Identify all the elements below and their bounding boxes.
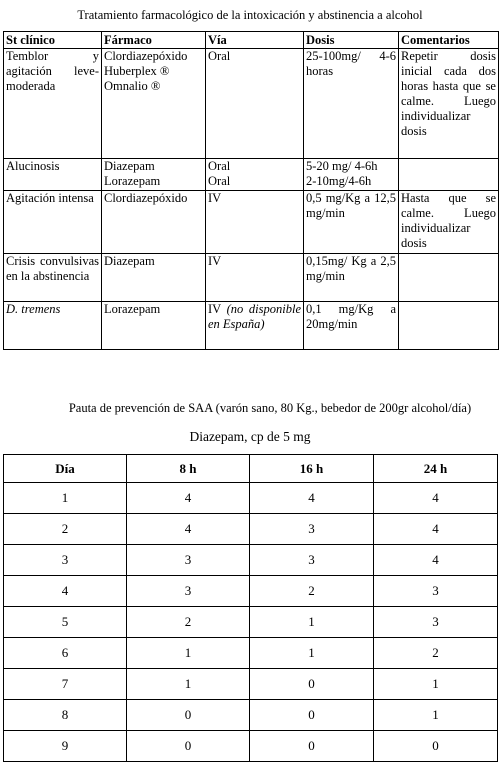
clinical-cell: Agitación intensa [4,191,102,254]
dose-24h-cell: 1 [374,669,498,700]
col-header-clinical: St clínico [4,32,102,49]
dose-8h-cell: 1 [127,669,250,700]
clinical-cell: Temblor y agitación leve-moderada [4,49,102,159]
route-note: (no disponible en España) [208,302,301,331]
day-cell: 2 [4,514,127,545]
route-cell [206,159,304,191]
comment-cell [399,159,499,191]
table-row [4,159,499,191]
dose-16h-cell: 3 [250,545,374,576]
dose-24h-cell: 1 [374,700,498,731]
table-row [4,669,498,700]
table-row [4,191,499,254]
treatment-table-header-row [4,32,499,49]
dose-24h-cell: 2 [374,638,498,669]
dose-8h-cell: 3 [127,545,250,576]
table-row [4,576,498,607]
table-row [4,607,498,638]
table-row [4,483,498,514]
table2-caption: Pauta de prevención de SAA (varón sano, 80 Kg., bebedor de 200gr alcohol/día) [68,401,472,415]
col-header-24h: 24 h [374,455,498,483]
clinical-cell: Alucinosis [4,159,102,191]
table-row [4,700,498,731]
route-cell [206,254,304,302]
dose-cell: 0,15mg/ Kg a 2,5 mg/min [304,254,399,302]
col-header-16h: 16 h [250,455,374,483]
table-row [4,49,499,159]
day-cell: 5 [4,607,127,638]
dose-8h-cell: 2 [127,607,250,638]
day-cell: 9 [4,731,127,762]
route-line: IV [208,254,222,268]
dose-8h-cell: 4 [127,514,250,545]
drug-line: Diazepam [104,159,155,173]
dose-8h-cell: 0 [127,700,250,731]
dose-cell: 25-100mg/ 4-6 horas [304,49,399,159]
prevention-schedule-table [3,454,498,762]
dose-line: 5-20 mg/ 4-6h [306,159,378,173]
route-line: Oral [208,174,231,188]
comment-cell [399,254,499,302]
day-cell: 8 [4,700,127,731]
dose-line: 2-10mg/4-6h [306,174,372,188]
dose-8h-cell: 4 [127,483,250,514]
dose-24h-cell: 3 [374,576,498,607]
table1-caption: Tratamiento farmacológico de la intoxicación y abstinencia a alcohol [77,8,423,22]
col-header-day: Día [4,455,127,483]
day-cell: 1 [4,483,127,514]
table-row [4,545,498,576]
col-header-dose: Dosis [304,32,399,49]
drug-line: Omnalio ® [104,79,161,93]
col-header-drug: Fármaco [102,32,206,49]
dose-24h-cell: 4 [374,483,498,514]
comment-cell [399,302,499,350]
col-header-8h: 8 h [127,455,250,483]
table-row [4,731,498,762]
drug-line: Diazepam [104,254,155,268]
dose-24h-cell: 3 [374,607,498,638]
clinical-cell [4,302,102,350]
drug-cell [102,191,206,254]
schedule-header-row [4,455,498,483]
dose-16h-cell: 0 [250,669,374,700]
route-text: IV [208,302,221,316]
table-row [4,254,499,302]
drug-line: Clordiazepóxido [104,191,188,205]
dose-cell: 0,5 mg/Kg a 12,5 mg/min [304,191,399,254]
col-header-comments: Comentarios [399,32,499,49]
dose-16h-cell: 0 [250,700,374,731]
dose-16h-cell: 1 [250,638,374,669]
route-line: Oral [208,159,231,173]
day-cell: 4 [4,576,127,607]
comment-cell: Hasta que se calme. Luego individualizar dosis [399,191,499,254]
dose-24h-cell: 0 [374,731,498,762]
route-cell [206,191,304,254]
route-line: Oral [208,49,231,63]
drug-cell [102,254,206,302]
table-row [4,514,498,545]
clinical-cell: Crisis convulsivas en la abstinencia [4,254,102,302]
dose-16h-cell: 4 [250,483,374,514]
col-header-route: Vía [206,32,304,49]
route-line: IV [208,191,222,205]
dose-16h-cell: 2 [250,576,374,607]
dose-16h-cell: 1 [250,607,374,638]
day-cell: 7 [4,669,127,700]
drug-cell [102,302,206,350]
dose-24h-cell: 4 [374,545,498,576]
day-cell: 3 [4,545,127,576]
drug-line: Lorazepam [104,174,161,188]
dose-16h-cell: 0 [250,731,374,762]
drug-line: Huberplex ® [104,64,170,78]
clinical-text: D. tremens [6,302,61,316]
dose-cell [304,159,399,191]
dose-8h-cell: 1 [127,638,250,669]
dose-cell: 0,1 mg/Kg a 20mg/min [304,302,399,350]
day-cell: 6 [4,638,127,669]
table-row [4,638,498,669]
dose-8h-cell: 3 [127,576,250,607]
route-cell [206,302,304,350]
dose-16h-cell: 3 [250,514,374,545]
route-cell [206,49,304,159]
drug-cell [102,159,206,191]
table2-subtitle: Diazepam, cp de 5 mg [189,429,311,444]
drug-cell [102,49,206,159]
treatment-table [3,31,499,350]
dose-8h-cell: 0 [127,731,250,762]
comment-cell: Repetir dosis inicial cada dos horas hasta que se calme. Luego individualizar dosis [399,49,499,159]
dose-24h-cell: 4 [374,514,498,545]
drug-line: Lorazepam [104,302,161,316]
drug-line: Clordiazepóxido [104,49,188,63]
table-row [4,302,499,350]
